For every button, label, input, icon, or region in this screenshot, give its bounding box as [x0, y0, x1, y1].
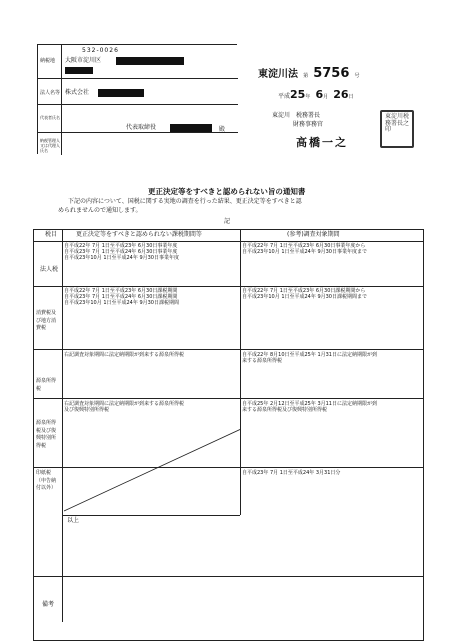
reference-cell: 自平成23年 7月 1日至平成24年 3月31日分 [242, 470, 341, 476]
seal-text: 東淀川税務署長之印 [385, 113, 410, 134]
reference-cell: 自平成22年 7月 1日至平成23年 6月30日課税期間から 自平成23年10月 1日至平成24年 9月30日課税期間まで [242, 288, 367, 300]
remarks-label: 備考 [42, 601, 55, 608]
address-label: 納税地 [40, 58, 56, 64]
date-day: 26 [333, 88, 349, 101]
strike-diagonal [64, 427, 241, 513]
office-prefix: 東淀川法 [258, 69, 298, 80]
tax-name: 源泉所得税 [36, 378, 57, 392]
officer-title: 財務事務官 [293, 121, 324, 128]
doc-no-label: 第 [303, 73, 309, 79]
closing-mark: 以上 [67, 517, 80, 524]
col-header-reference: (参考)調査対象期間 [287, 231, 340, 238]
table-row: 右記調査対象期間に法定納期限が到来する源泉所得税 及び復興特別所得税 [64, 401, 185, 413]
tax-name: 源泉所得税及び復興特別所得税 [36, 420, 57, 449]
rep-title: 代表取締役 [126, 124, 157, 131]
agent-row [38, 133, 238, 155]
ki-label: 記 [224, 218, 231, 225]
tax-name: 消費税及び地方消費税 [36, 310, 57, 331]
tax-name: 法人税 [40, 266, 59, 273]
doc-number: 5756 [313, 66, 350, 81]
table-row: 自平成22年 7月 1日至平成23年 6月30日課税期間 自平成23年 7月 1日至平成24年 6月30日課税期間 自平成23年10月 1日至平成24年 9月30日課税期間 [64, 288, 179, 306]
tax-name: 印紙税（申告納付以外） [36, 470, 57, 491]
issue-date: 平成25年 6月 26日 [278, 88, 354, 101]
doc-number-line [258, 62, 360, 81]
rep-label: 代表者氏名 [40, 115, 60, 120]
office-name: 東淀川 税務署長 [272, 112, 321, 119]
document-title: 更正決定等をすべきと認められない旨の通知書 [148, 187, 306, 196]
agent-label: 納税管理人又は代理人氏名 [40, 138, 60, 153]
address-block [37, 44, 237, 154]
col-header-tax: 税目 [45, 231, 58, 238]
reference-cell: 自平成22年 7月 1日至平成23年 6月30日事業年度から 自平成23年10月 1日至平成24年 9月30日事業年度まで [242, 243, 367, 255]
intro-line-2: められませんので通知します。 [58, 207, 142, 214]
company-name: 株式会社 [65, 89, 90, 96]
redaction-bar [65, 67, 93, 74]
address-text: 大阪市淀川区 [65, 57, 102, 64]
honorific: 殿 [219, 126, 226, 133]
postal-code: 532-0026 [82, 47, 119, 54]
reference-cell: 自平成25年 2月12日至平成25年 3月11日に法定納期限が到 来する源泉所得税及び復興特別所得税 [242, 401, 377, 413]
table-row: 右記調査対象期間に法定納期限が到来する源泉所得税 [64, 352, 185, 358]
table-row: 自平成22年 7月 1日至平成23年 6月30日事業年度 自平成23年 7月 1日至平成24年 6月30日事業年度 自平成23年10月 1日至平成24年 9月30日事業年度 [64, 243, 179, 261]
date-month: 6 [315, 88, 324, 101]
reference-cell: 自平成22年 8月10日至平成25年 1月31日に法定納期限が到 来する源泉所得税 [242, 352, 377, 364]
officer-name: 高橋一之 [296, 136, 348, 149]
intro-line-1: 下記の内容について、国税に関する実地の調査を行った結果、更正決定等をすべきと認 [68, 198, 302, 205]
redaction-bar [98, 89, 144, 97]
col-header-periods: 更正決定等をすべきと認められない課税期間等 [76, 231, 202, 238]
address-row [38, 45, 238, 79]
official-seal [380, 110, 414, 148]
redaction-bar [116, 57, 184, 65]
company-label: 法人名等 [40, 90, 61, 96]
representative-row [38, 105, 238, 133]
doc-no-suffix: 号 [354, 73, 360, 79]
company-row [38, 79, 238, 105]
date-year: 25 [290, 88, 306, 101]
redaction-bar [170, 124, 212, 132]
